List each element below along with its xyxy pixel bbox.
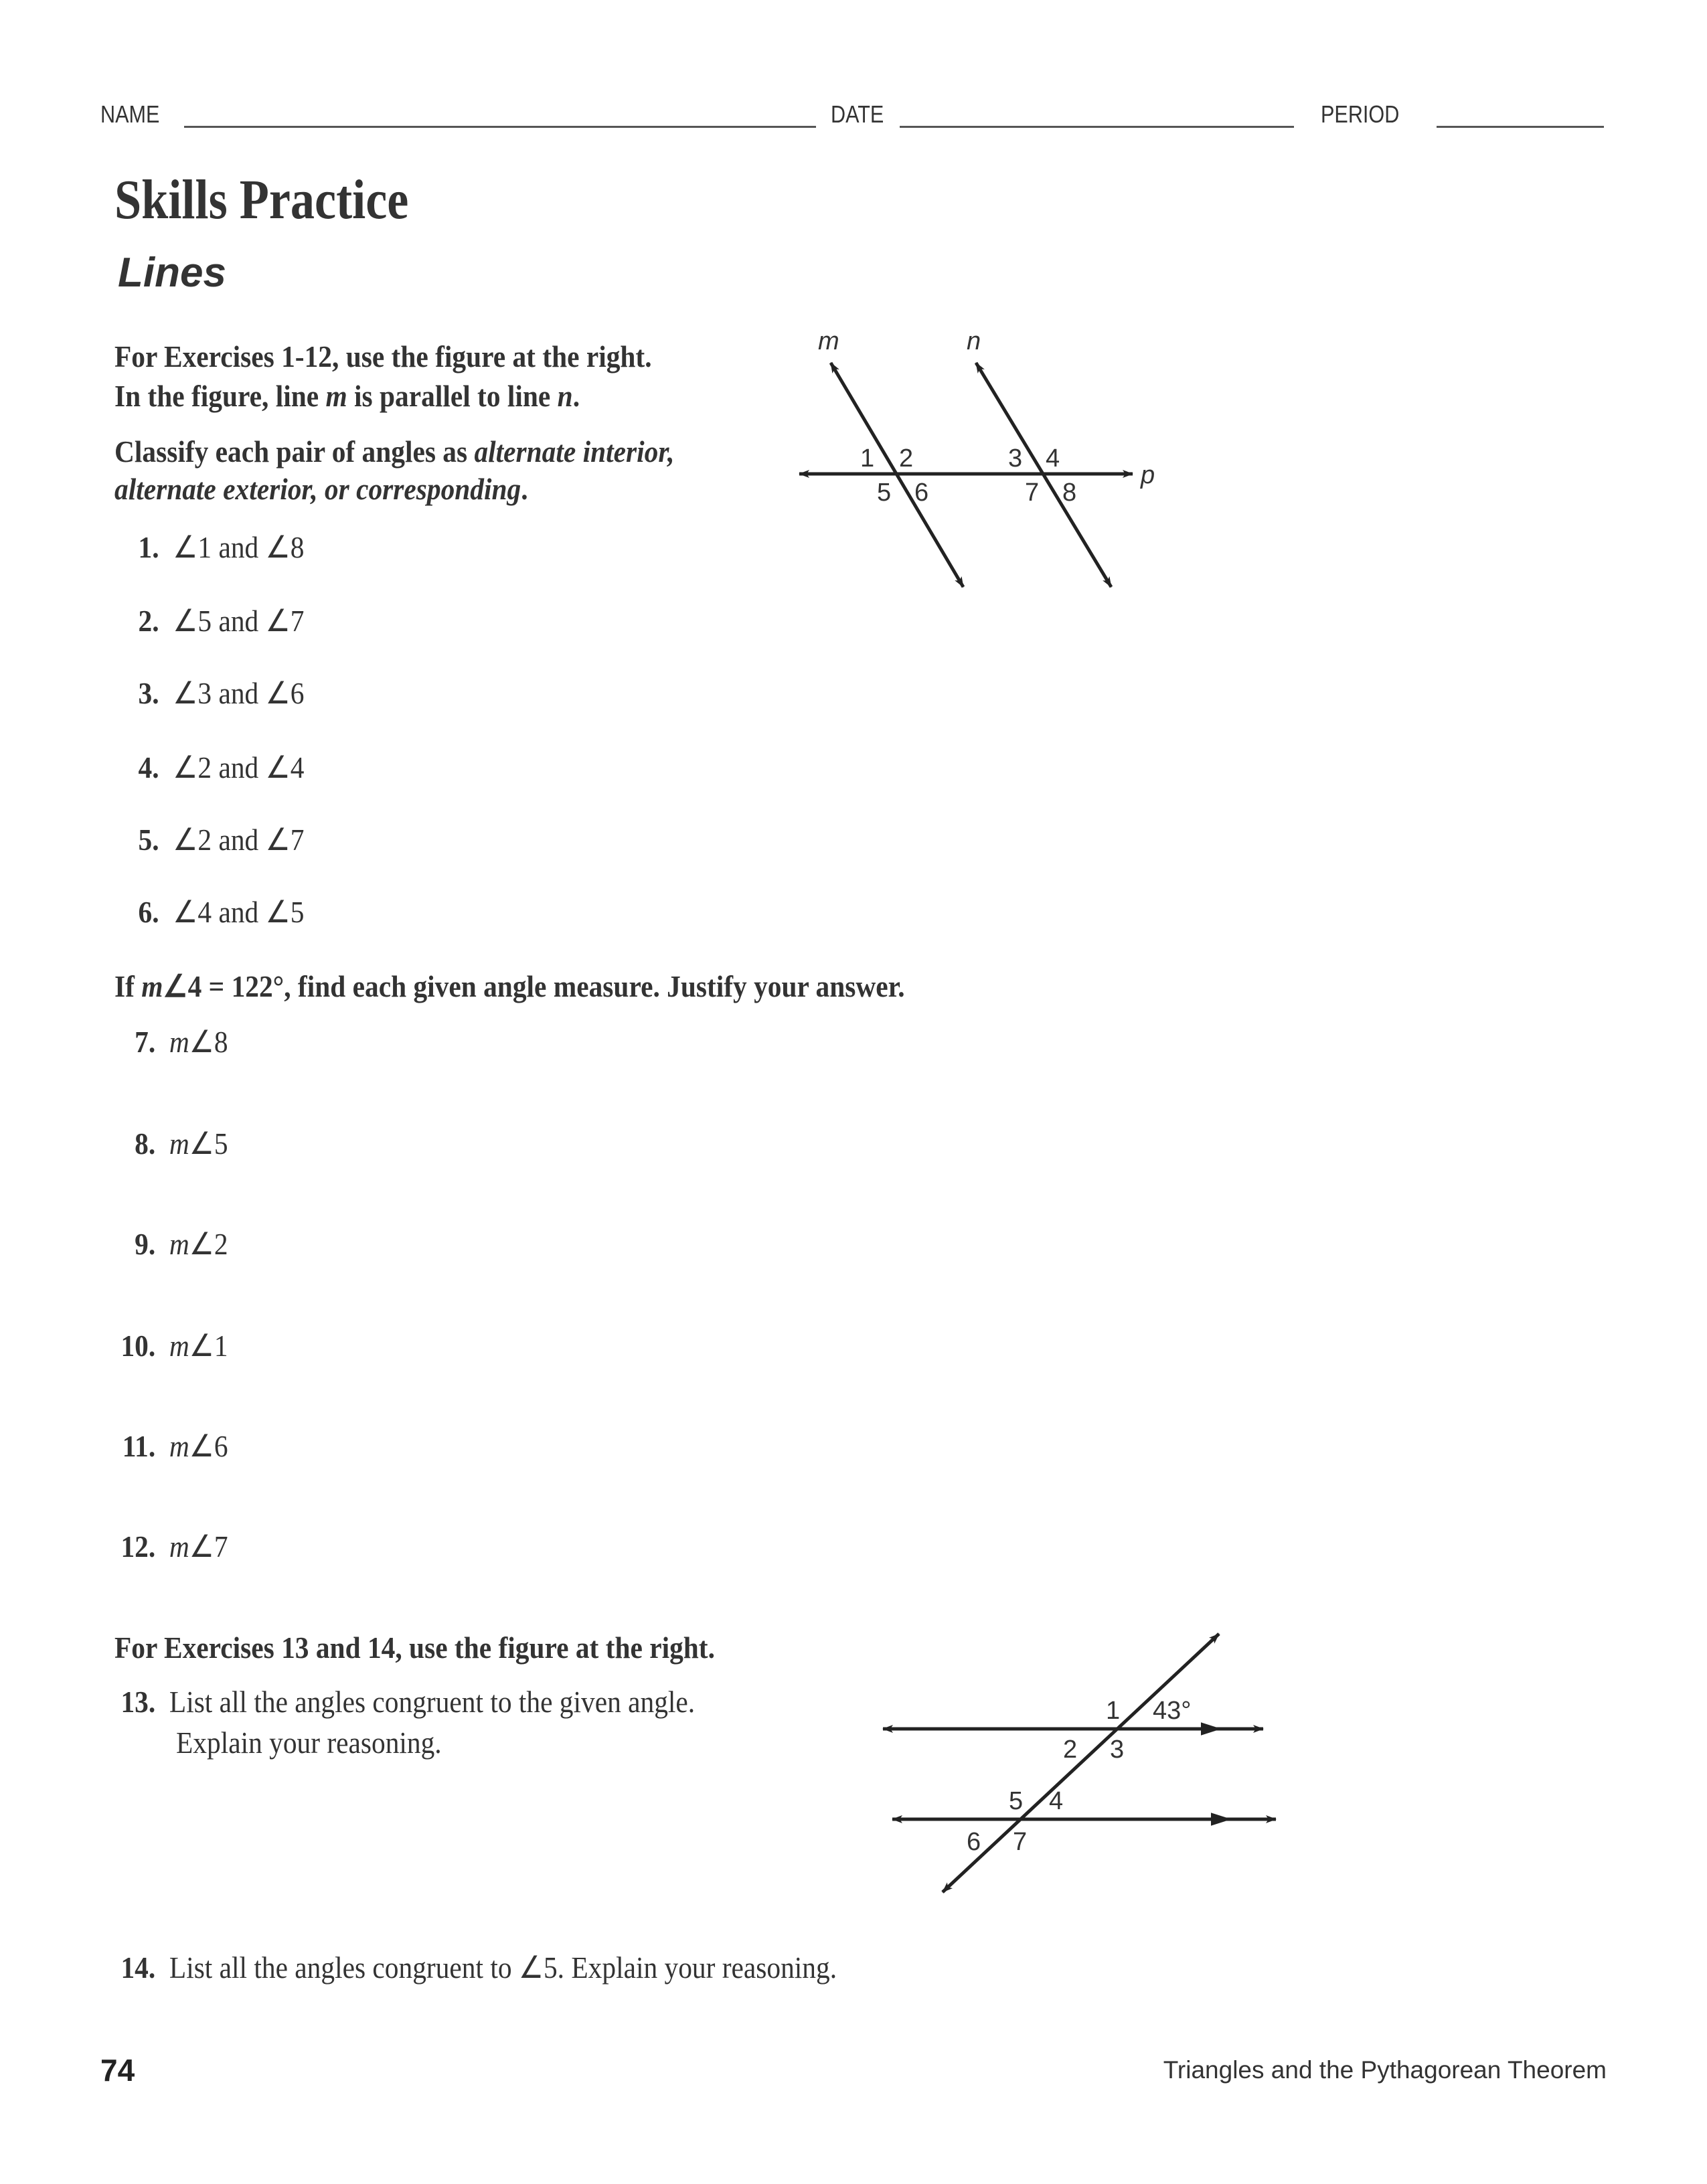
exercise-text: List all the angles congruent to ∠5. Explain your reasoning. xyxy=(169,1950,837,1985)
variable-m: m xyxy=(141,969,163,1003)
text: is parallel to line xyxy=(347,379,558,413)
angle-label: 6 xyxy=(967,1828,981,1856)
exercise-number: 6. xyxy=(138,895,159,929)
line-label-m: m xyxy=(818,327,839,355)
angle-label: 8 xyxy=(1062,479,1077,507)
exercise-text: ∠5 xyxy=(189,1126,228,1161)
text: Classify each pair of angles as xyxy=(114,434,475,469)
exercise-number: 8. xyxy=(135,1126,156,1161)
measure-m: m xyxy=(169,1126,189,1161)
angle-label: 4 xyxy=(1049,1787,1064,1815)
exercise-text: ∠1 xyxy=(189,1329,228,1363)
parallel-lines-figure-1 xyxy=(799,363,1133,587)
line-label-n: n xyxy=(967,327,981,355)
exercise-number: 10. xyxy=(120,1329,156,1363)
date-label: DATE xyxy=(831,100,884,128)
angle-label: 7 xyxy=(1025,479,1040,507)
exercise-number: 7. xyxy=(135,1025,156,1059)
exercise-text: ∠6 xyxy=(189,1429,228,1463)
measure-m: m xyxy=(169,1529,189,1564)
angle-label: 3 xyxy=(1110,1736,1125,1764)
text: . xyxy=(521,472,528,506)
measure-m: m xyxy=(169,1329,189,1363)
exercise-number: 13. xyxy=(120,1685,156,1719)
measure-m: m xyxy=(169,1227,189,1261)
exercise-number: 14. xyxy=(120,1950,156,1985)
angle-label: 1 xyxy=(860,444,875,473)
exercise-number: 4. xyxy=(138,750,159,784)
exercise-number: 9. xyxy=(135,1227,156,1261)
exercise-text: ∠2 xyxy=(189,1227,228,1261)
exercise-text: ∠2 and ∠4 xyxy=(173,750,305,784)
name-label: NAME xyxy=(100,100,160,128)
angle-label: 3 xyxy=(1008,444,1023,473)
angle-label: 2 xyxy=(899,444,914,473)
measure-m: m xyxy=(169,1429,189,1463)
angle-label: 1 xyxy=(1106,1697,1121,1725)
exercise-number: 11. xyxy=(122,1429,156,1463)
exercise-text: ∠1 and ∠8 xyxy=(173,530,305,564)
parallel-lines-figure-2 xyxy=(883,1634,1276,1892)
instruction-line: For Exercises 13 and 14, use the figure at the right. xyxy=(114,1630,715,1665)
text: In the figure, line xyxy=(114,379,326,413)
exercise-text: ∠8 xyxy=(189,1025,228,1059)
exercise-number: 3. xyxy=(138,676,159,710)
page-number: 74 xyxy=(100,2053,135,2088)
exercise-text: ∠4 and ∠5 xyxy=(173,895,305,929)
exercise-text: ∠2 and ∠7 xyxy=(173,823,305,857)
exercise-number: 5. xyxy=(138,823,159,857)
exercise-text: List all the angles congruent to the given angle. xyxy=(169,1685,696,1719)
chapter-title: Triangles and the Pythagorean Theorem xyxy=(1163,2056,1607,2084)
exercise-text: ∠7 xyxy=(189,1529,228,1564)
angle-label: 4 xyxy=(1046,444,1060,473)
text: alternate exterior, or corresponding xyxy=(114,472,521,506)
page-subtitle: Lines xyxy=(118,250,226,296)
variable-m: m xyxy=(325,379,347,413)
instruction-line: For Exercises 1-12, use the figure at the right. xyxy=(114,339,652,373)
measure-m: m xyxy=(169,1025,189,1059)
exercise-text-continued: Explain your reasoning. xyxy=(176,1726,442,1760)
angle-label: 6 xyxy=(914,479,929,507)
given-angle-measure: 43° xyxy=(1153,1697,1192,1725)
text: ∠4 = 122°, find each given angle measure. Justify your answer. xyxy=(163,969,905,1003)
angle-label: 7 xyxy=(1013,1828,1028,1856)
exercise-text: ∠5 and ∠7 xyxy=(173,604,305,638)
angle-label: 5 xyxy=(877,479,892,507)
transversal xyxy=(943,1634,1219,1892)
page-title: Skills Practice xyxy=(114,169,409,231)
text: alternate interior, xyxy=(474,434,675,469)
parallel-mark-icon xyxy=(1202,1724,1217,1734)
exercise-text: ∠3 and ∠6 xyxy=(173,676,305,710)
parallel-mark-icon xyxy=(1212,1815,1227,1824)
text: If xyxy=(114,969,142,1003)
text: . xyxy=(572,379,580,413)
period-label: PERIOD xyxy=(1321,100,1400,128)
line-label-p: p xyxy=(1141,461,1155,489)
variable-n: n xyxy=(557,379,573,413)
exercise-number: 1. xyxy=(138,530,159,564)
exercise-number: 2. xyxy=(138,604,159,638)
exercise-number: 12. xyxy=(120,1529,156,1564)
angle-label: 2 xyxy=(1063,1736,1078,1764)
angle-label: 5 xyxy=(1009,1787,1024,1815)
